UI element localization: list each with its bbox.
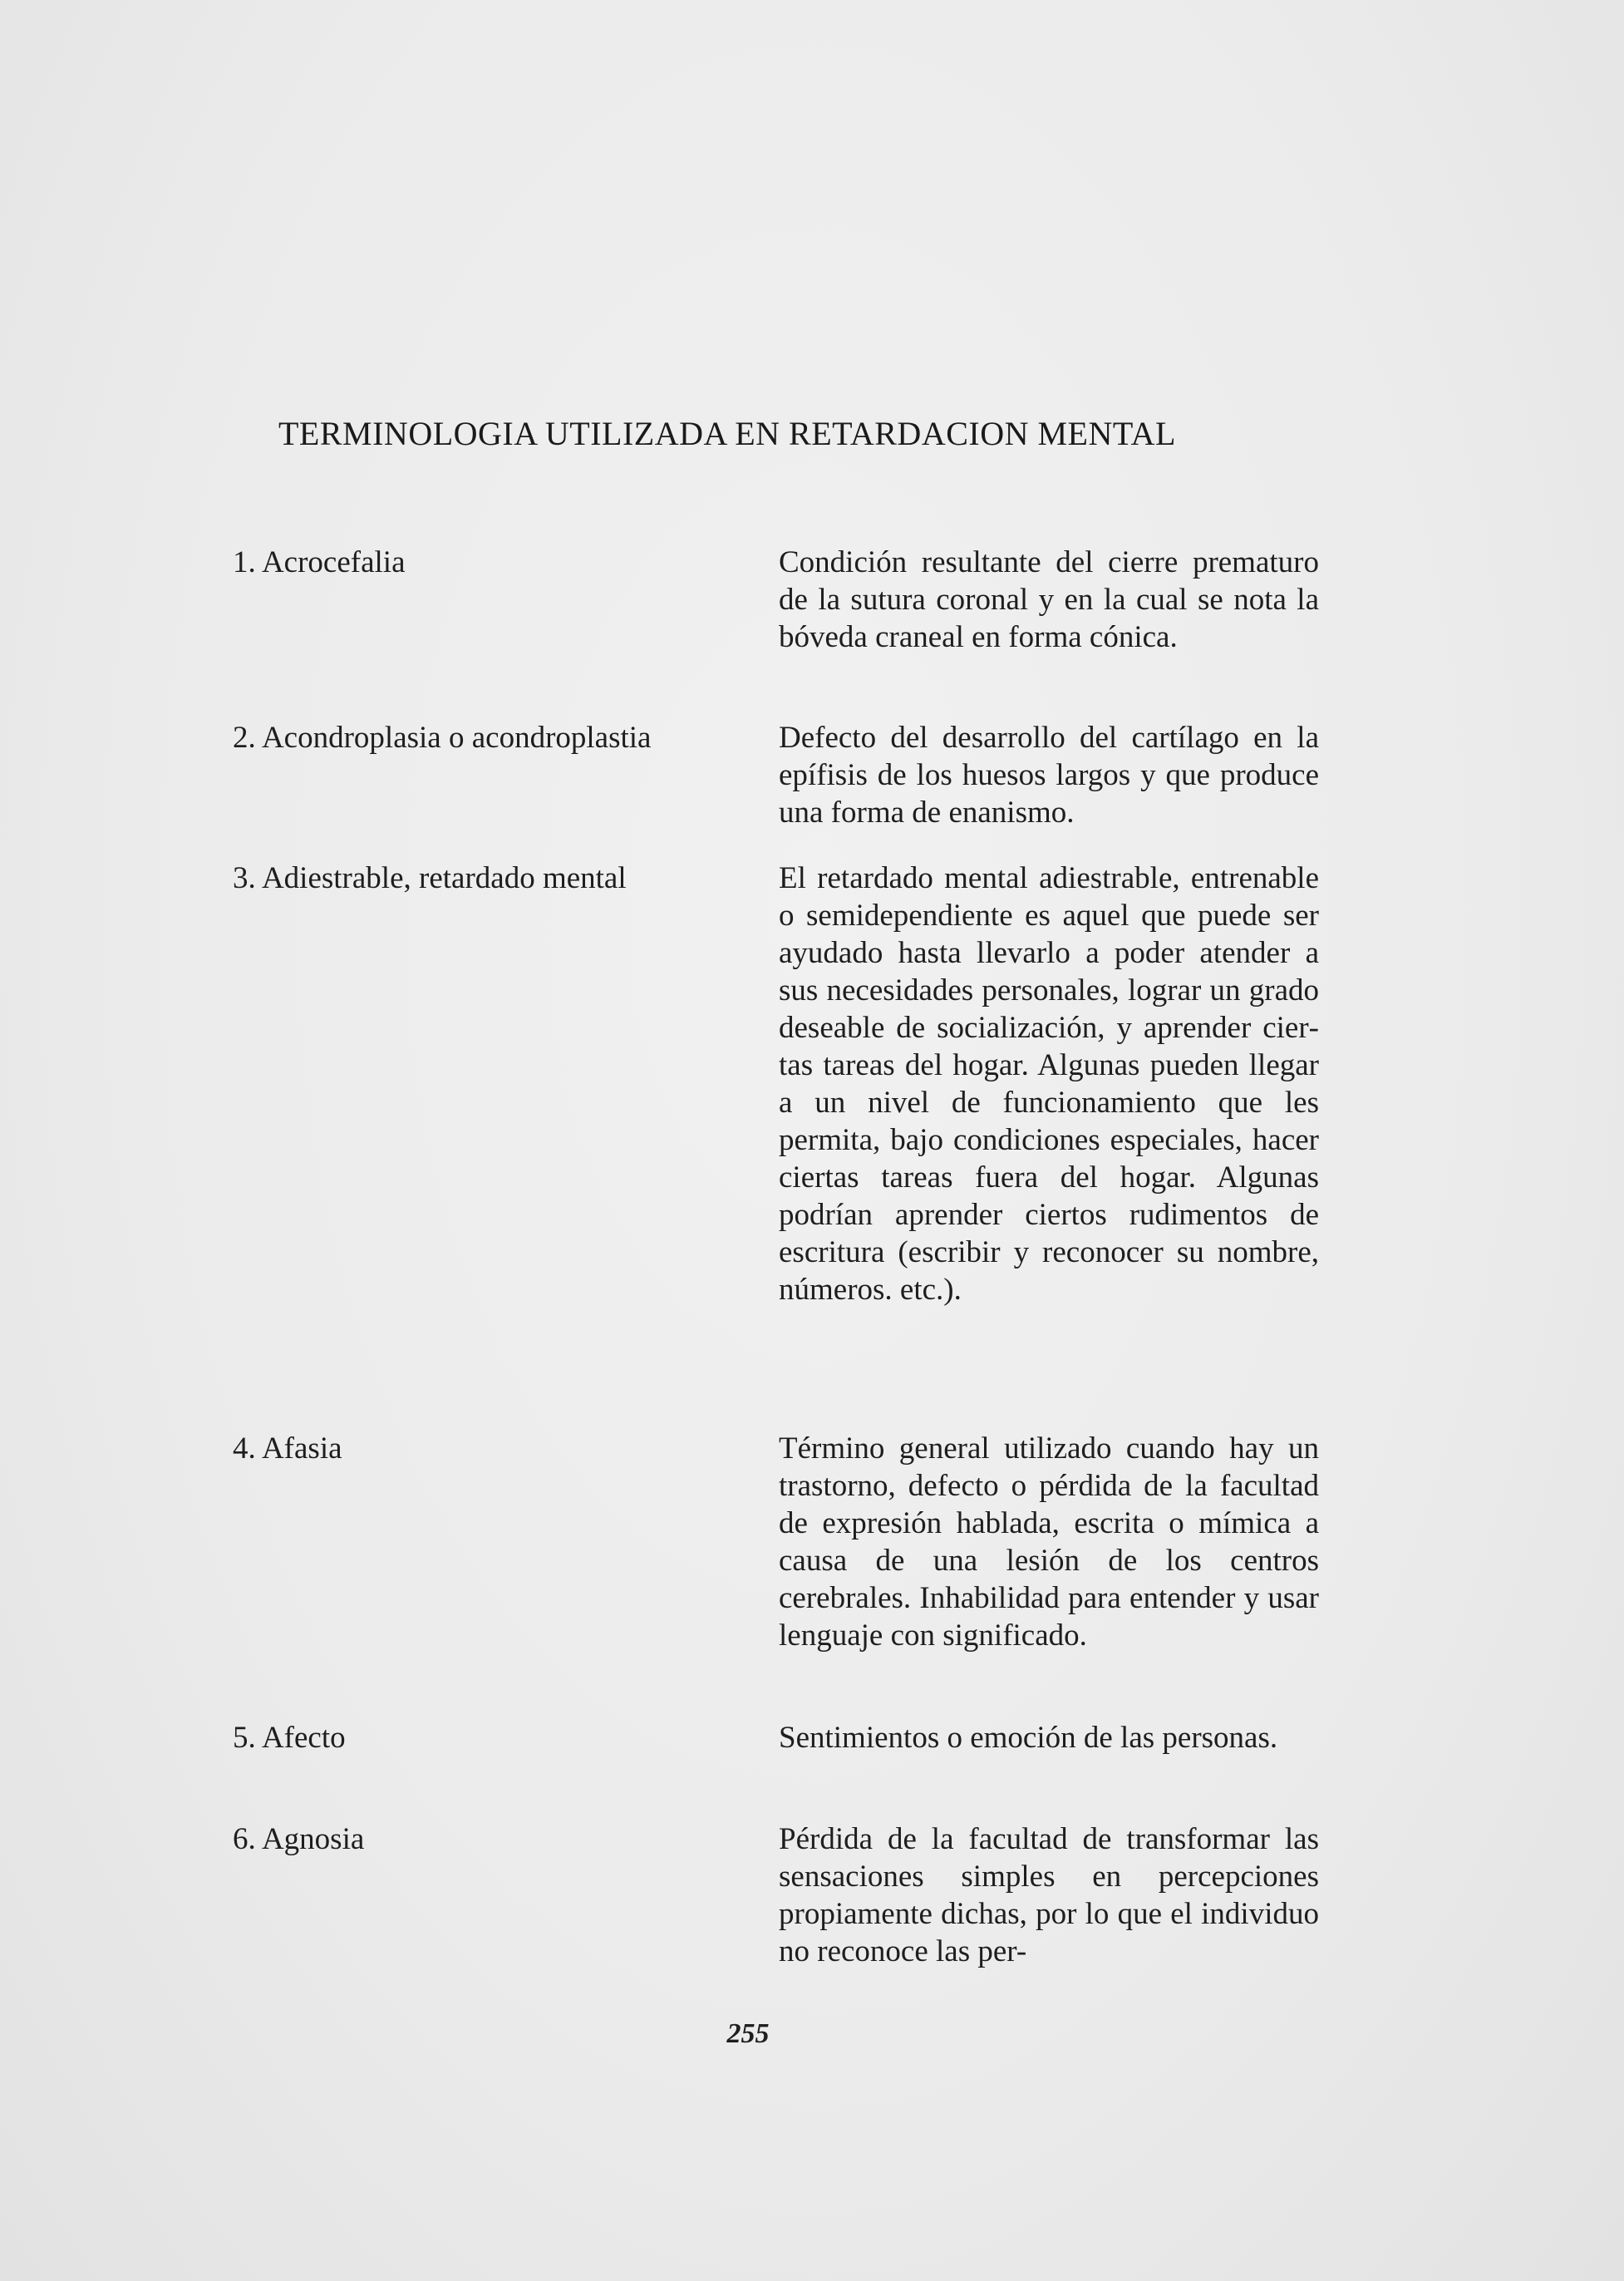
entry-term: 4. Afasia xyxy=(233,1431,342,1466)
entry-term: 6. Agnosia xyxy=(233,1822,365,1856)
entry-definition: Sentimientos o emoción de las personas. xyxy=(779,1721,1278,1755)
entry-definition: Pérdida de la facultad de transformar las sensaciones simples en percepciones propiamente dichas, por lo que el individuo no reconoce las per- xyxy=(779,1822,1319,1968)
page-number: 255 xyxy=(726,2018,770,2049)
entry-definition: Término general utilizado cuando hay un trastorno, defecto o pérdida de la facultad de expresión hablada, escrita o mímica a causa de una lesión de los centros cerebrales. Inhabilidad para entender y usar lenguaje con significado. xyxy=(779,1431,1319,1653)
entry-definition: Condición resultante del cierre prematuro de la sutura coronal y en la cual se nota la bóveda craneal en forma cónica. xyxy=(779,545,1319,654)
entry-term: 2. Acondroplasia o acondroplastia xyxy=(233,721,652,755)
entry-term: 5. Afecto xyxy=(233,1721,346,1755)
entry-term: 3. Adiestrable, retardado mental xyxy=(233,861,627,895)
entry-definition: Defecto del desarrollo del cartílago en la epífisis de los huesos largos y que produce una forma de enanismo. xyxy=(779,721,1319,830)
entry-definition: El retardado mental adiestrable, entrenable o semidependiente es aquel que puede ser ayudado hasta llevarlo a poder atender a sus necesidades personales, lograr un grado deseable de socialización, y aprender ciertas tareas del hogar. Algunas pueden llegar a un nivel de funcionamiento que les permita, bajo condiciones especiales, hacer ciertas tareas fuera del hogar. Algunas podrían aprender ciertos rudimentos de escritura (escribir y reconocer su nombre, números. etc.). xyxy=(779,861,1319,1307)
page-title: TERMINOLOGIA UTILIZADA EN RETARDACION MENTAL xyxy=(278,415,1176,452)
entry-term: 1. Acrocefalia xyxy=(233,545,406,579)
